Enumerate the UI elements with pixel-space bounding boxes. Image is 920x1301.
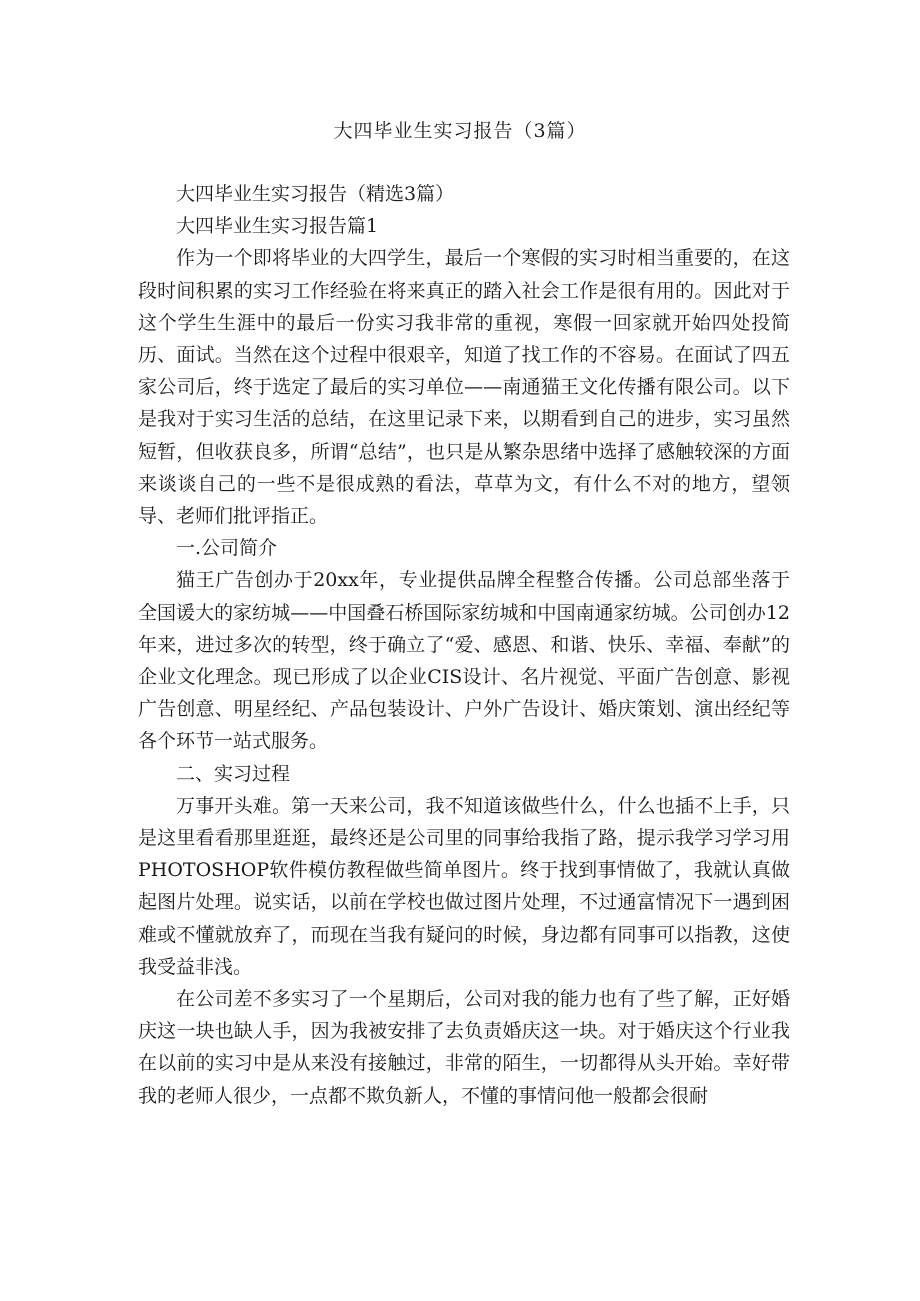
heading-internship-process: 二、实习过程 <box>176 762 291 785</box>
document-body <box>138 178 790 1112</box>
document-title: 大四毕业生实习报告（3篇） <box>333 120 587 142</box>
paragraph-internship-process: 万事开头难。第一天来公司，我不知道该做些什么，什么也插不上手，只是这里看看那里逛逛，最终还是公司里的同事给我指了路，提示我学习学习用PHOTOSHOP软件模仿教程做些简单图片。终于找到事情做了，我就认真做起图片处理。说实话，以前在学校也做过图片处理，不过通富情况下一遇到困难或不懂就放弃了，而现在当我有疑问的时候，身边都有同事可以指教，这使我受益非浅。 <box>138 794 790 978</box>
paragraph-company-profile: 猫王广告创办于20xx年，专业提供品牌全程整合传播。公司总部坐落于全国谖大的家纺城——中国叠石桥国际家纺城和中国南通家纺城。公司创办12年来，进过多次的转型，终于确立了“爱、感恩、和谐、快乐、幸福、奉献”的企业文化理念。现已形成了以企业CIS设计、名片视觉、平面广告创意、影视广告创意、明星经纪、产品包装设计、户外广告设计、婚庆策划、演出经纪等各个环节一站式服务。 <box>138 569 790 753</box>
paragraph-wedding-work: 在公司差不多实习了一个星期后，公司对我的能力也有了些了解，正好婚庆这一块也缺人手，因为我被安排了去负责婚庆这一块。对于婚庆这个行业我在以前的实习中是从来没有接触过，非常的陌生，一切都得从头开始。幸好带我的老师人很少，一点都不欺负新人，不懂的事情问他一般都会很耐 <box>138 988 790 1107</box>
heading-company-profile: 一.公司简介 <box>176 537 278 560</box>
paragraph-intro: 作为一个即将毕业的大四学生，最后一个寒假的实习时相当重要的，在这段时间积累的实习工作经验在将来真正的踏入社会工作是很有用的。因此对于这个学生生涯中的最后一份实习我非常的重视，寒假一回家就开始四处投简历、面试。当然在这个过程中很艰辛，知道了找工作的不容易。在面试了四五家公司后，终于选定了最后的实习单位——南通猫王文化传播有限公司。以下是我对于实习生活的总结，在这里记录下来，以期看到自己的进步，实习虽然短暂，但收获良多，所谓“总结”，也只是从繁杂思绪中选择了感触较深的方面来谈谈自己的一些不是很成熟的看法，草草为文，有什么不对的地方，望领导、老师们批评指正。 <box>138 247 790 528</box>
section-title: 大四毕业生实习报告篇1 <box>176 215 379 238</box>
document-subtitle: 大四毕业生实习报告（精选3篇） <box>176 183 455 205</box>
